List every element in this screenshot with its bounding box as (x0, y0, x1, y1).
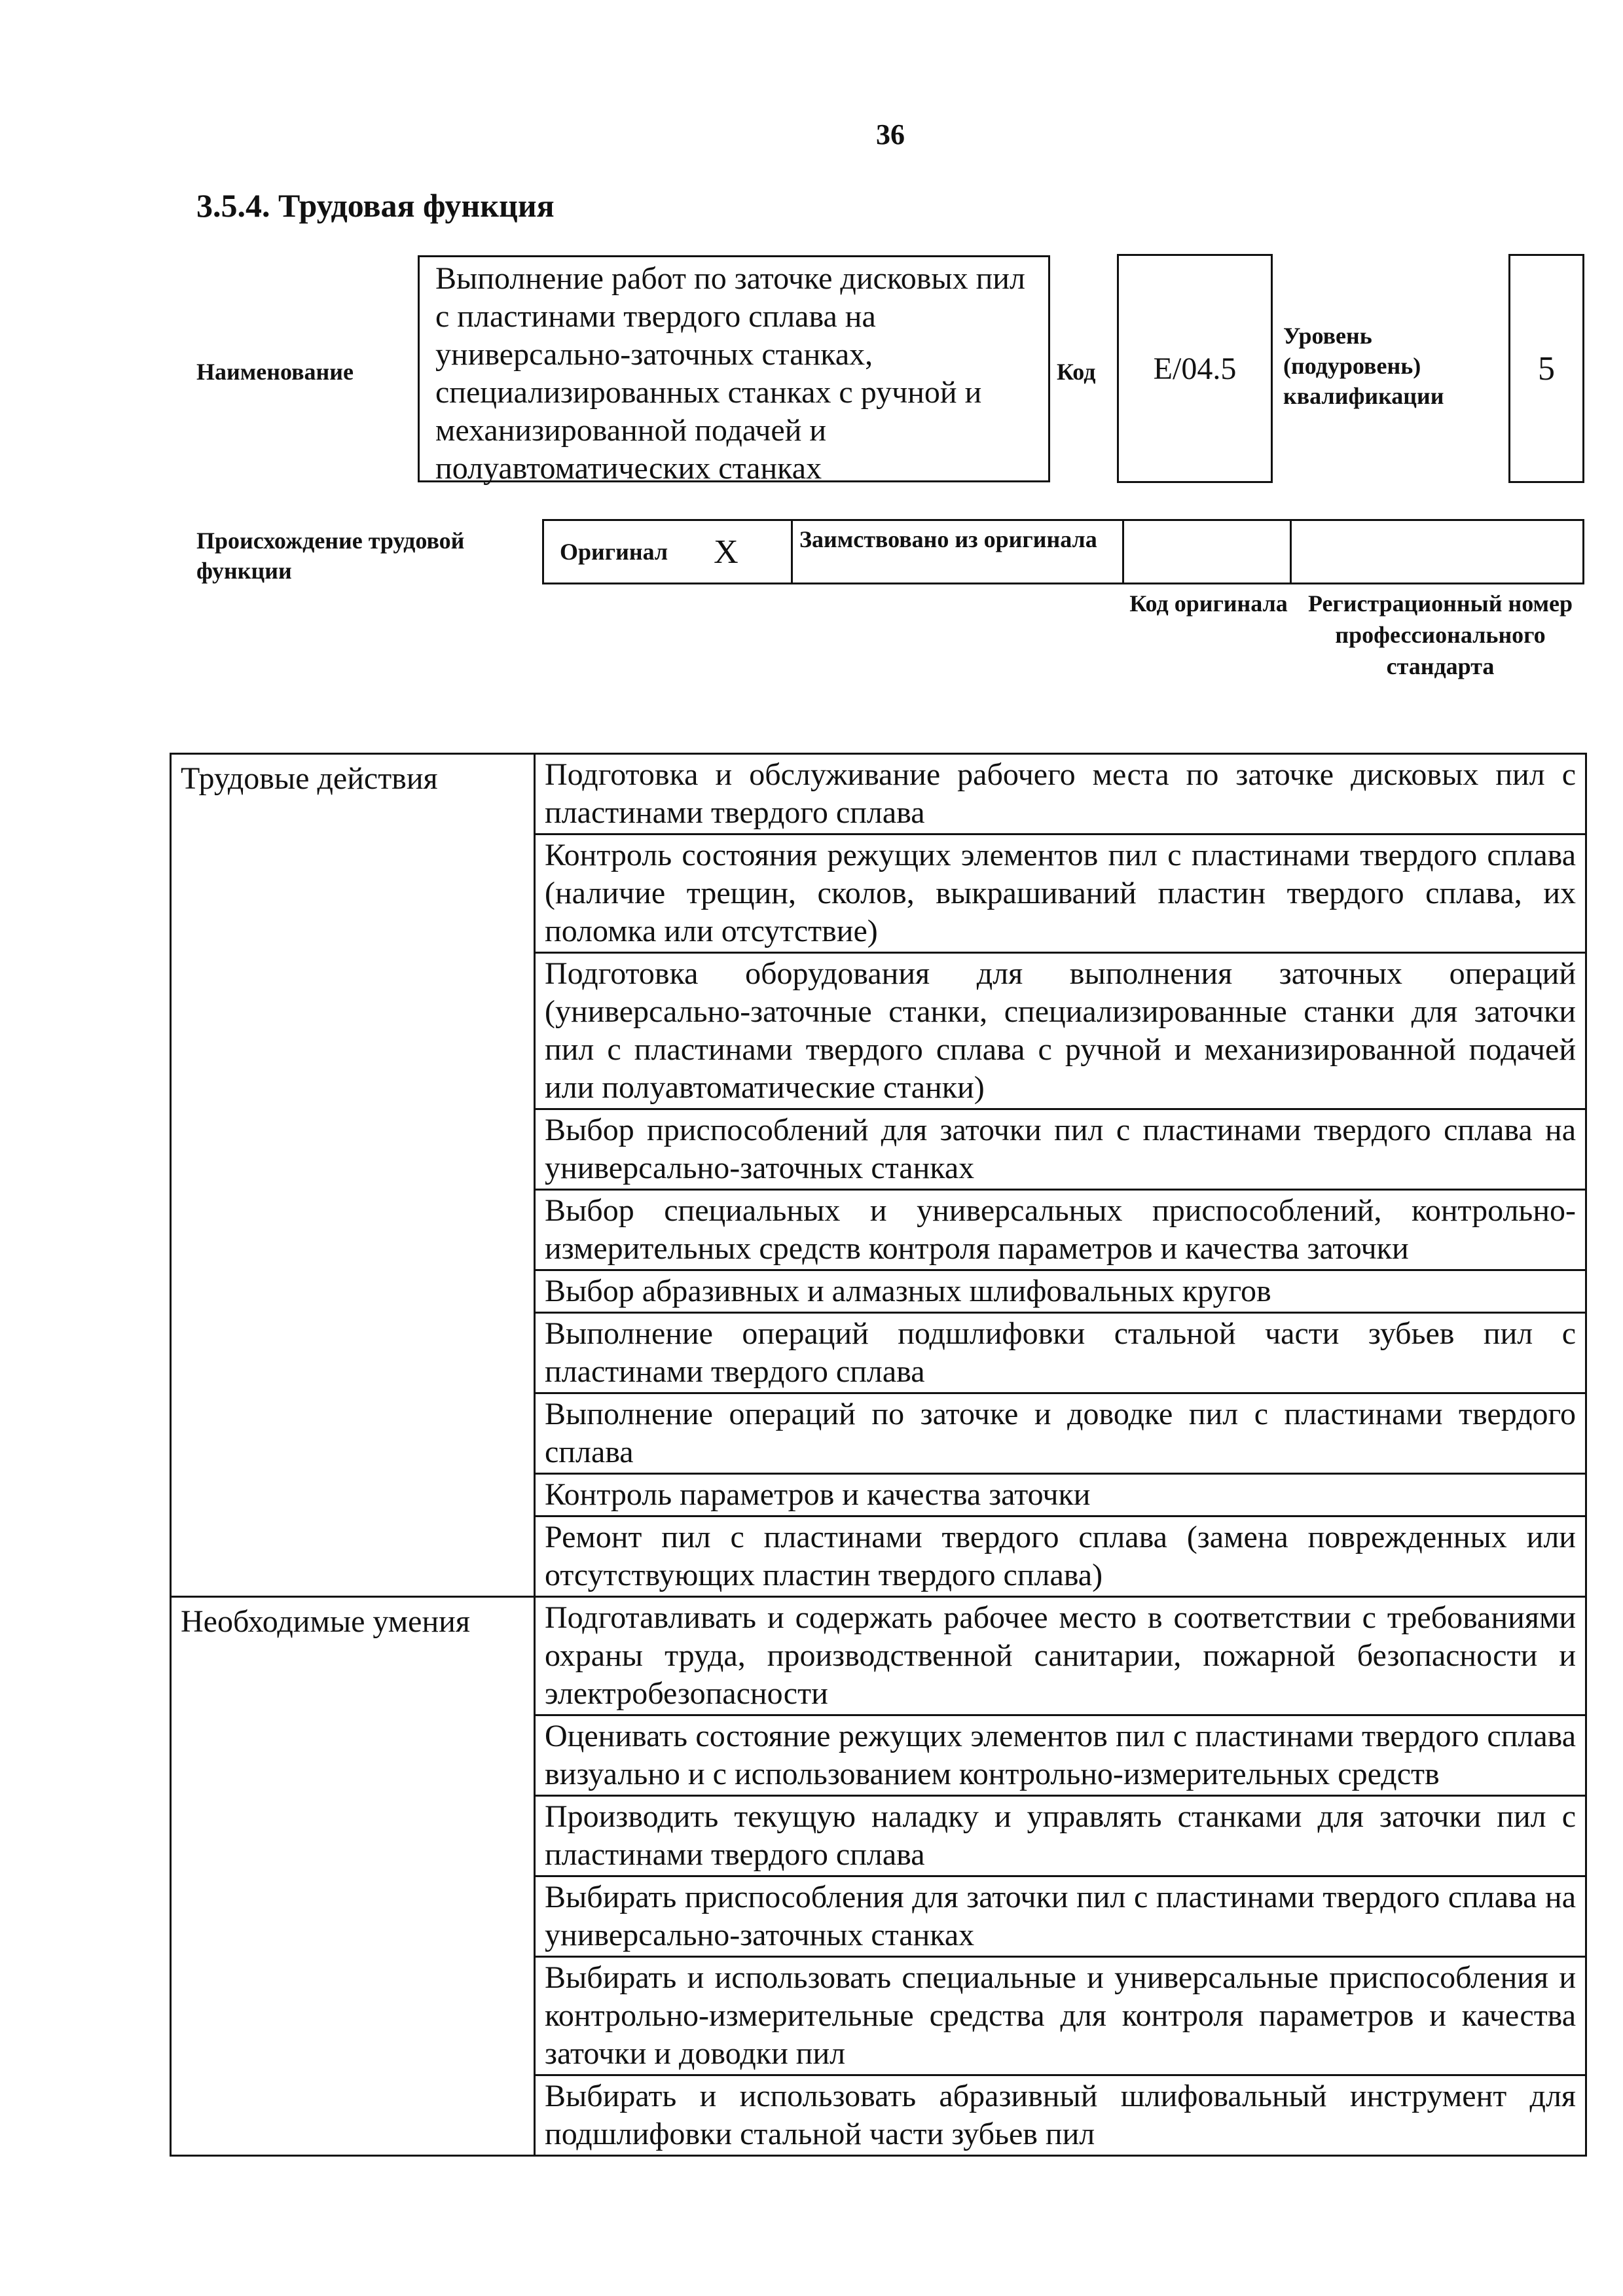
actions-item: Выбор специальных и универсальных приспособлений, контрольно-измерительных средств контроля параметров и качества заточки (535, 1190, 1586, 1270)
reg-number-caption: Регистрационный номер профессионального стандарта (1307, 590, 1573, 679)
main-table (170, 753, 1587, 2157)
actions-label: Трудовые действия (171, 754, 535, 1597)
origin-original-cell (544, 521, 793, 583)
table-row (171, 1597, 1586, 1715)
skills-item: Выбирать и использовать специальные и универсальные приспособления и контрольно-измерительные средства для контроля параметров и качества заточки и доводки пил (535, 1957, 1586, 2075)
borrowed-label: Заимствовано из оригинала (799, 526, 1097, 552)
origin-borrowed-cell (793, 521, 1124, 583)
actions-item: Выбор приспособлений для заточки пил с пластинами твердого сплава на универсально-заточных станках (535, 1109, 1586, 1190)
section-title: 3.5.4. Трудовая функция (196, 187, 555, 224)
skills-item: Подготавливать и содержать рабочее место в соответствии с требованиями охраны труда, производственной санитарии, пожарной безопасности и электробезопасности (535, 1597, 1586, 1715)
actions-item: Ремонт пил с пластинами твердого сплава (замена поврежденных или отсутствующих пластин твердого сплава) (535, 1516, 1586, 1597)
actions-item: Выбор абразивных и алмазных шлифовальных кругов (535, 1270, 1586, 1313)
code-value: E/04.5 (1117, 254, 1273, 483)
level-label: Уровень (подуровень) квалификации (1283, 323, 1444, 409)
actions-item: Подготовка оборудования для выполнения заточных операций (универсально-заточные станки, специализированные станки для заточки пил с пластинами твердого сплава с ручной и механизированной подачей или полуавтоматические станки) (535, 953, 1586, 1109)
actions-item: Контроль состояния режущих элементов пил с пластинами твердого сплава (наличие трещин, сколов, выкрашиваний пластин твердого сплава, их поломка или отсутствие) (535, 834, 1586, 953)
reg-number-cell (1292, 521, 1582, 583)
table-row (171, 754, 1586, 834)
original-code-cell (1124, 521, 1292, 583)
original-code-caption: Код оригинала (1129, 590, 1288, 617)
origin-row (542, 519, 1584, 584)
actions-item: Выполнение операций подшлифовки стальной части зубьев пил с пластинами твердого сплава (535, 1313, 1586, 1393)
level-value: 5 (1508, 254, 1584, 483)
name-label: Наименование (196, 359, 354, 385)
skills-item: Оценивать состояние режущих элементов пил с пластинами твердого сплава визуально и с использованием контрольно-измерительных средств (535, 1715, 1586, 1796)
actions-item: Выполнение операций по заточке и доводке пил с пластинами твердого сплава (535, 1393, 1586, 1474)
function-name-box: Выполнение работ по заточке дисковых пил с пластинами твердого сплава на универсально-заточных станках, специализированных станках с ручной и механизированной подачей и полуавтоматических станках (418, 255, 1050, 482)
skills-label: Необходимые умения (171, 1597, 535, 2156)
skills-item: Выбирать приспособления для заточки пил с пластинами твердого сплава на универсально-заточных станках (535, 1876, 1586, 1957)
origin-label: Происхождение трудовой функции (196, 528, 465, 584)
page-number: 36 (876, 118, 905, 151)
skills-item: Производить текущую наладку и управлять станками для заточки пил с пластинами твердого сплава (535, 1796, 1586, 1876)
original-label: Оригинал (560, 539, 668, 565)
original-mark: X (714, 533, 739, 571)
code-label: Код (1057, 359, 1096, 385)
actions-item: Контроль параметров и качества заточки (535, 1474, 1586, 1516)
actions-item: Подготовка и обслуживание рабочего места по заточке дисковых пил с пластинами твердого сплава (535, 754, 1586, 834)
skills-item: Выбирать и использовать абразивный шлифовальный инструмент для подшлифовки стальной части зубьев пил (535, 2075, 1586, 2156)
